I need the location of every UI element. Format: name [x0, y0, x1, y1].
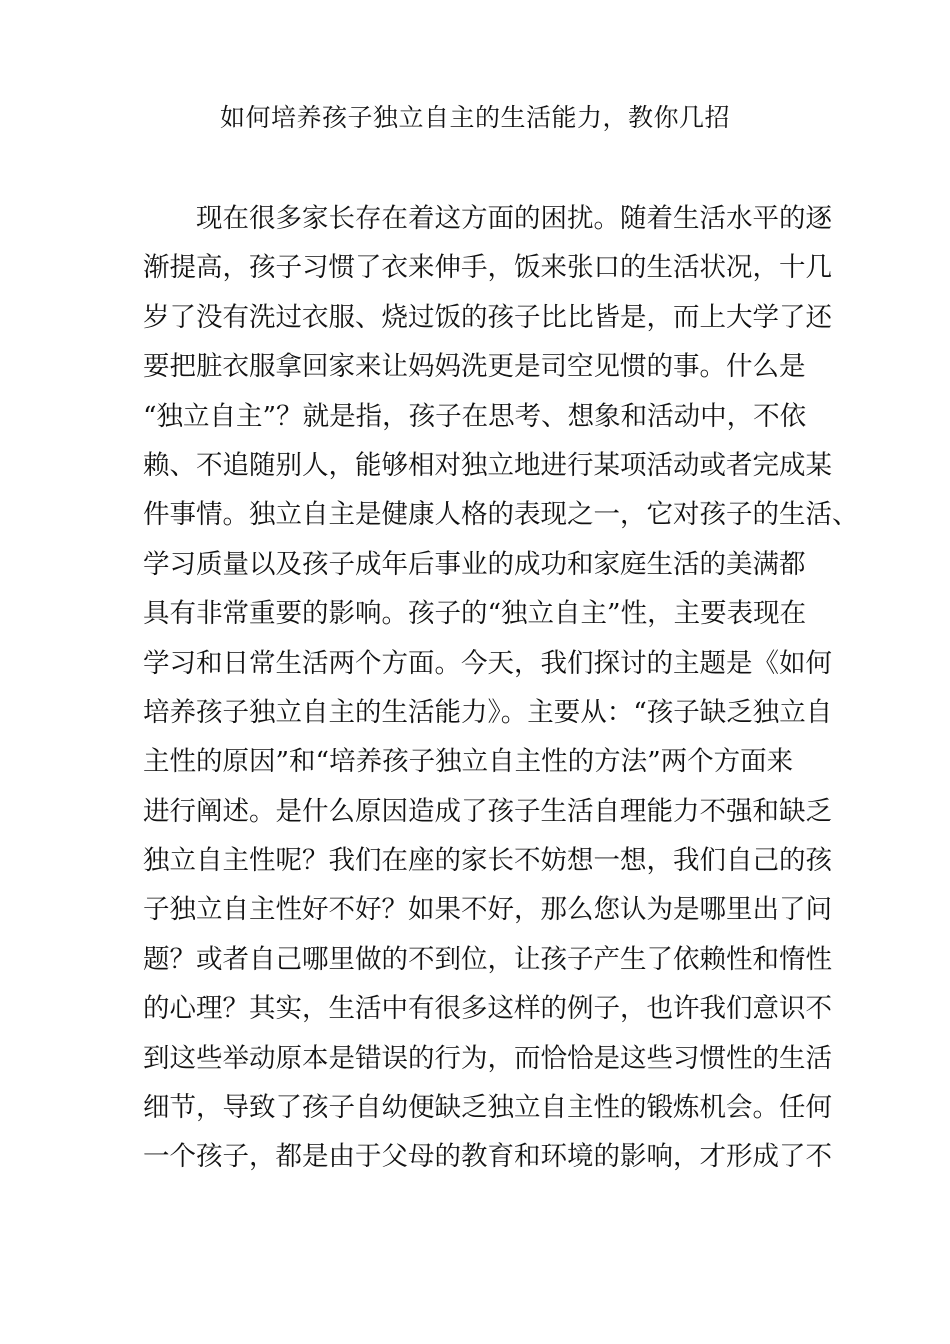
body-line: 主性的原因”和“培养孩子独立自主性的方法”两个方面来 [143, 746, 794, 778]
body-line: 的心理？其实，生活中有很多这样的例子，也许我们意识不 [143, 993, 832, 1025]
body-line: 具有非常重要的影响。孩子的“独立自主”性，主要表现在 [143, 598, 807, 630]
body-line: 要把脏衣服拿回家来让妈妈洗更是司空见惯的事。什么是 [143, 351, 806, 383]
body-line: 现在很多家长存在着这方面的困扰。随着生活水平的逐 [196, 203, 832, 234]
document-title: 如何培养孩子独立自主的生活能力，教你几招 [219, 103, 730, 132]
body-line: 进行阐述。是什么原因造成了孩子生活自理能力不强和缺乏 [143, 795, 832, 827]
body-line: 岁了没有洗过衣服、烧过饭的孩子比比皆是，而上大学了还 [143, 301, 832, 333]
body-line: 细节，导致了孩子自幼便缺乏独立自主性的锻炼机会。任何 [143, 1092, 832, 1124]
body-line: 到这些举动原本是错误的行为，而恰恰是这些习惯性的生活 [143, 1042, 832, 1074]
body-line: 子独立自主性好不好？如果不好，那么您认为是哪里出了问 [143, 894, 832, 926]
body-line: 渐提高，孩子习惯了衣来伸手，饭来张口的生活状况，十几 [143, 252, 832, 284]
document-body [143, 194, 859, 1182]
body-line: 题？或者自己哪里做的不到位，让孩子产生了依赖性和惰性 [143, 943, 832, 975]
body-line: 一个孩子，都是由于父母的教育和环境的影响，才形成了不 [143, 1141, 832, 1173]
body-line: “独立自主”？就是指，孩子在思考、想象和活动中，不依 [143, 400, 807, 432]
body-line: 独立自主性呢？我们在座的家长不妨想一想，我们自己的孩 [143, 845, 832, 877]
body-line: 学习和日常生活两个方面。今天，我们探讨的主题是《如何 [143, 647, 832, 679]
body-line: 学习质量以及孩子成年后事业的成功和家庭生活的美满都 [143, 548, 806, 580]
body-line: 培养孩子独立自主的生活能力》。主要从：“孩子缺乏独立自 [143, 696, 833, 728]
body-line: 赖、不追随别人，能够相对独立地进行某项活动或者完成某 [143, 449, 832, 481]
body-line: 件事情。独立自主是健康人格的表现之一，它对孩子的生活、 [143, 499, 859, 531]
